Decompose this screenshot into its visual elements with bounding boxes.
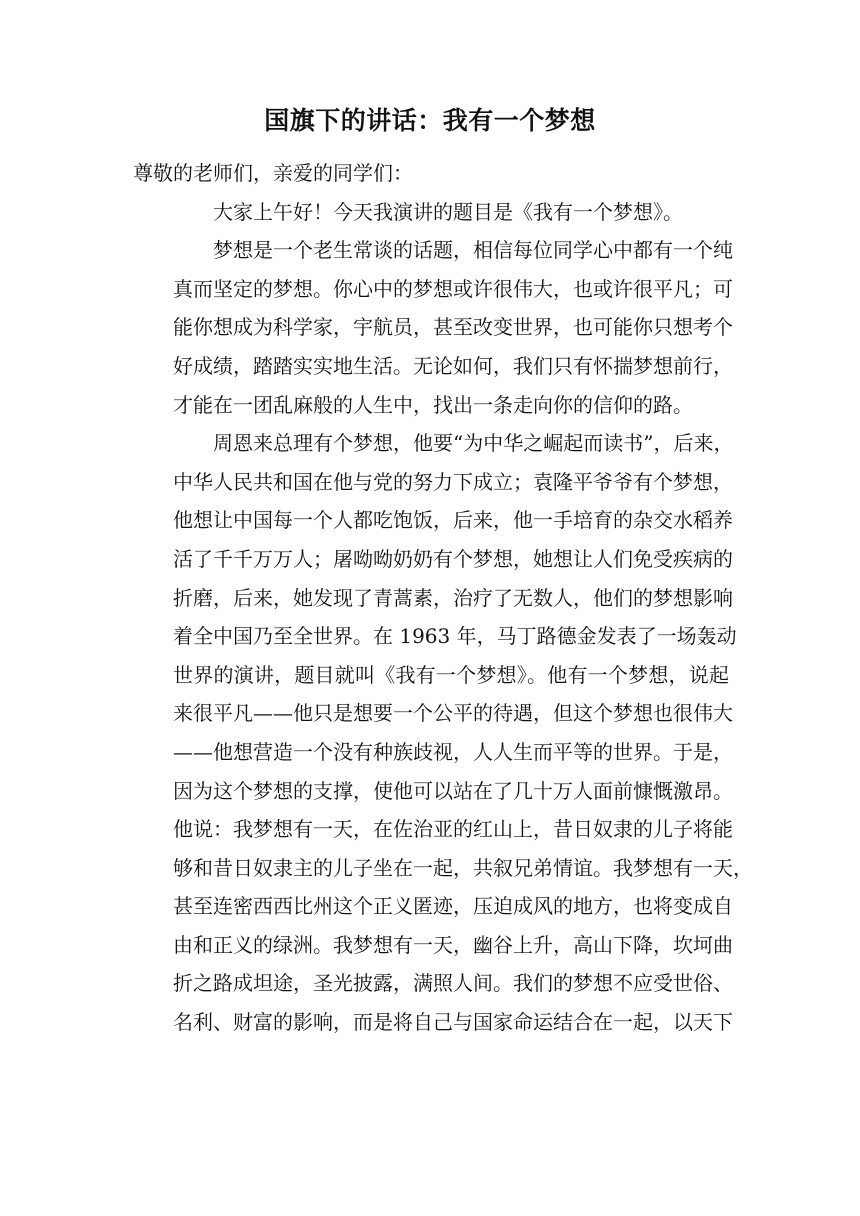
text-line: 能你想成为科学家，宇航员，甚至改变世界，也可能你只想考个 <box>173 315 733 340</box>
text-line: 梦想是一个老生常谈的话题，相信每位同学心中都有一个纯 <box>213 238 733 263</box>
text-line: 世界的演讲，题目就叫《我有一个梦想》。他有一个梦想，说起 <box>173 662 729 687</box>
paragraph-greeting <box>133 193 729 232</box>
text-line: 中华人民共和国在他与党的努力下成立；袁隆平爷爷有个梦想， <box>173 469 733 494</box>
text-line: 来很平凡——他只是想要一个公平的待遇，但这个梦想也很伟大 <box>173 701 733 726</box>
text-line: 大家上午好！今天我演讲的题目是《我有一个梦想》。 <box>213 199 683 224</box>
text-line: 折之路成坦途，圣光披露，满照人间。我们的梦想不应受世俗、 <box>173 971 733 996</box>
text-line: 甚至连密西西比州这个正义匿迹，压迫成风的地方，也将变成自 <box>173 894 733 919</box>
text-line: 折磨，后来，她发现了青蒿素，治疗了无数人，他们的梦想影响 <box>173 585 733 610</box>
paragraph-dream-intro <box>133 231 733 424</box>
document-body <box>133 154 753 1042</box>
text-line: ——他想营造一个没有种族歧视，人人生而平等的世界。于是， <box>173 739 733 764</box>
text-line: 他想让中国每一个人都吃饱饭，后来，他一手培育的杂交水稻养 <box>173 508 733 533</box>
text-line: 由和正义的绿洲。我梦想有一天，幽谷上升，高山下降，坎坷曲 <box>173 932 733 957</box>
text-line: 因为这个梦想的支撑，使他可以站在了几十万人面前慷慨激昂。 <box>173 778 733 803</box>
text-line: 才能在一团乱麻般的人生中，找出一条走向你的信仰的路。 <box>173 392 693 417</box>
text-line: 名利、财富的影响，而是将自己与国家命运结合在一起，以天下 <box>173 1010 733 1035</box>
document-title: 国旗下的讲话：我有一个梦想 <box>264 106 596 135</box>
text-line: 周恩来总理有个梦想，他要“为中华之崛起而读书”，后来， <box>213 431 734 456</box>
text-line: 活了千千万万人；屠呦呦奶奶有个梦想，她想让人们免受疾病的 <box>173 546 733 571</box>
text-line: 他说：我梦想有一天，在佐治亚的红山上，昔日奴隶的儿子将能 <box>173 817 733 842</box>
text-line: 真而坚定的梦想。你心中的梦想或许很伟大，也或许很平凡；可 <box>173 276 733 301</box>
text-line: 着全中国乃至全世界。在 1963 年，马丁路德金发表了一场轰动 <box>173 624 737 649</box>
paragraph-examples <box>133 424 753 1042</box>
text-line: 够和昔日奴隶主的儿子坐在一起，共叙兄弟情谊。我梦想有一天， <box>173 855 753 880</box>
text-line: 好成绩，踏踏实实地生活。无论如何，我们只有怀揣梦想前行， <box>173 353 733 378</box>
salutation: 尊敬的老师们，亲爱的同学们： <box>133 161 413 185</box>
